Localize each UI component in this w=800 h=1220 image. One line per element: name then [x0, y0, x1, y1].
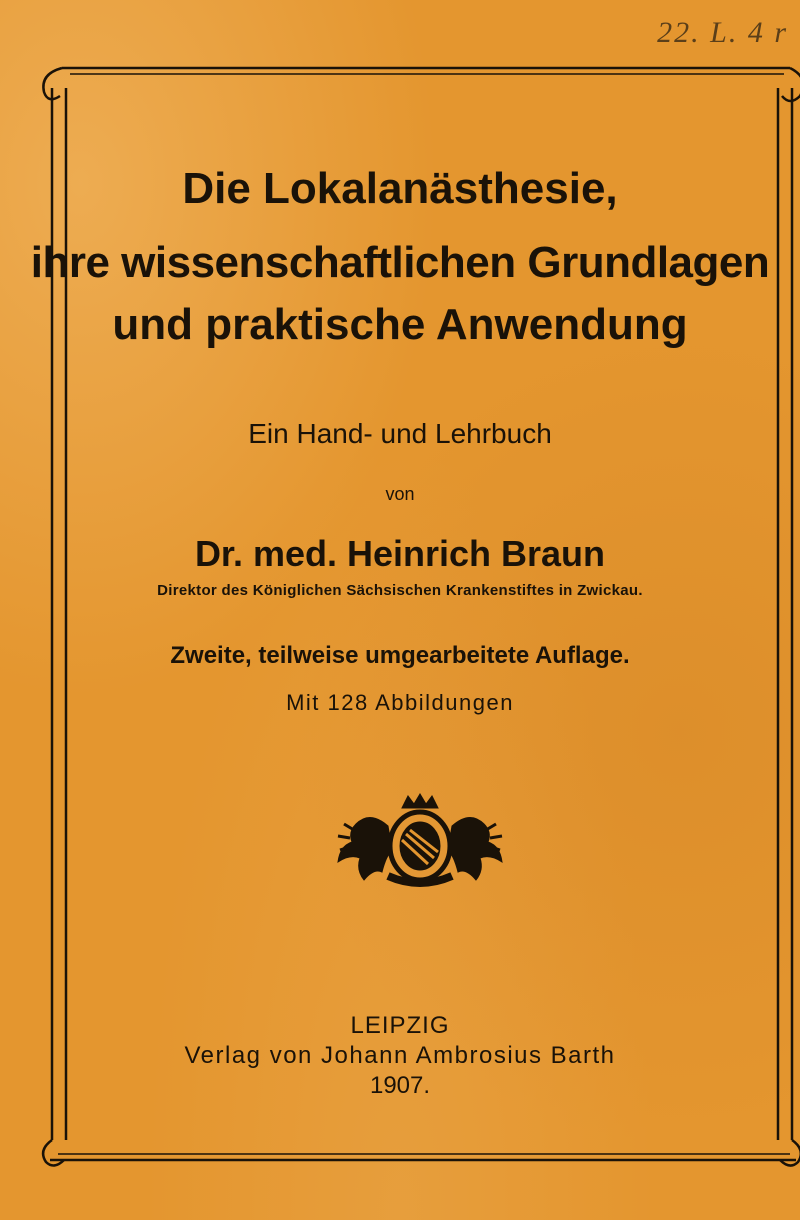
shelfmark-annotation: 22. L. 4 r [657, 16, 788, 49]
publisher-emblem-icon [330, 790, 510, 890]
title-line-3: und praktische Anwendung [112, 300, 688, 349]
author-name: Dr. med. Heinrich Braun [194, 533, 606, 574]
imprint-year: 1907. [369, 1072, 431, 1099]
title-line-1: Die Lokalanästhesie, [182, 164, 618, 213]
imprint-publisher: Verlag von Johann Ambrosius Barth [184, 1042, 616, 1069]
illustrations-note: Mit 128 Abbildungen [286, 690, 514, 715]
author-affiliation: Direktor des Königlichen Sächsischen Krankenstiftes in Zwickau. [157, 582, 643, 599]
edition-note: Zweite, teilweise umgearbeitete Auflage. [170, 642, 630, 669]
imprint-city: LEIPZIG [350, 1012, 450, 1039]
by-label: von [385, 484, 415, 504]
title-line-2: ihre wissenschaftlichen Grundlagen [30, 238, 770, 287]
subtitle: Ein Hand- und Lehrbuch [248, 418, 552, 449]
